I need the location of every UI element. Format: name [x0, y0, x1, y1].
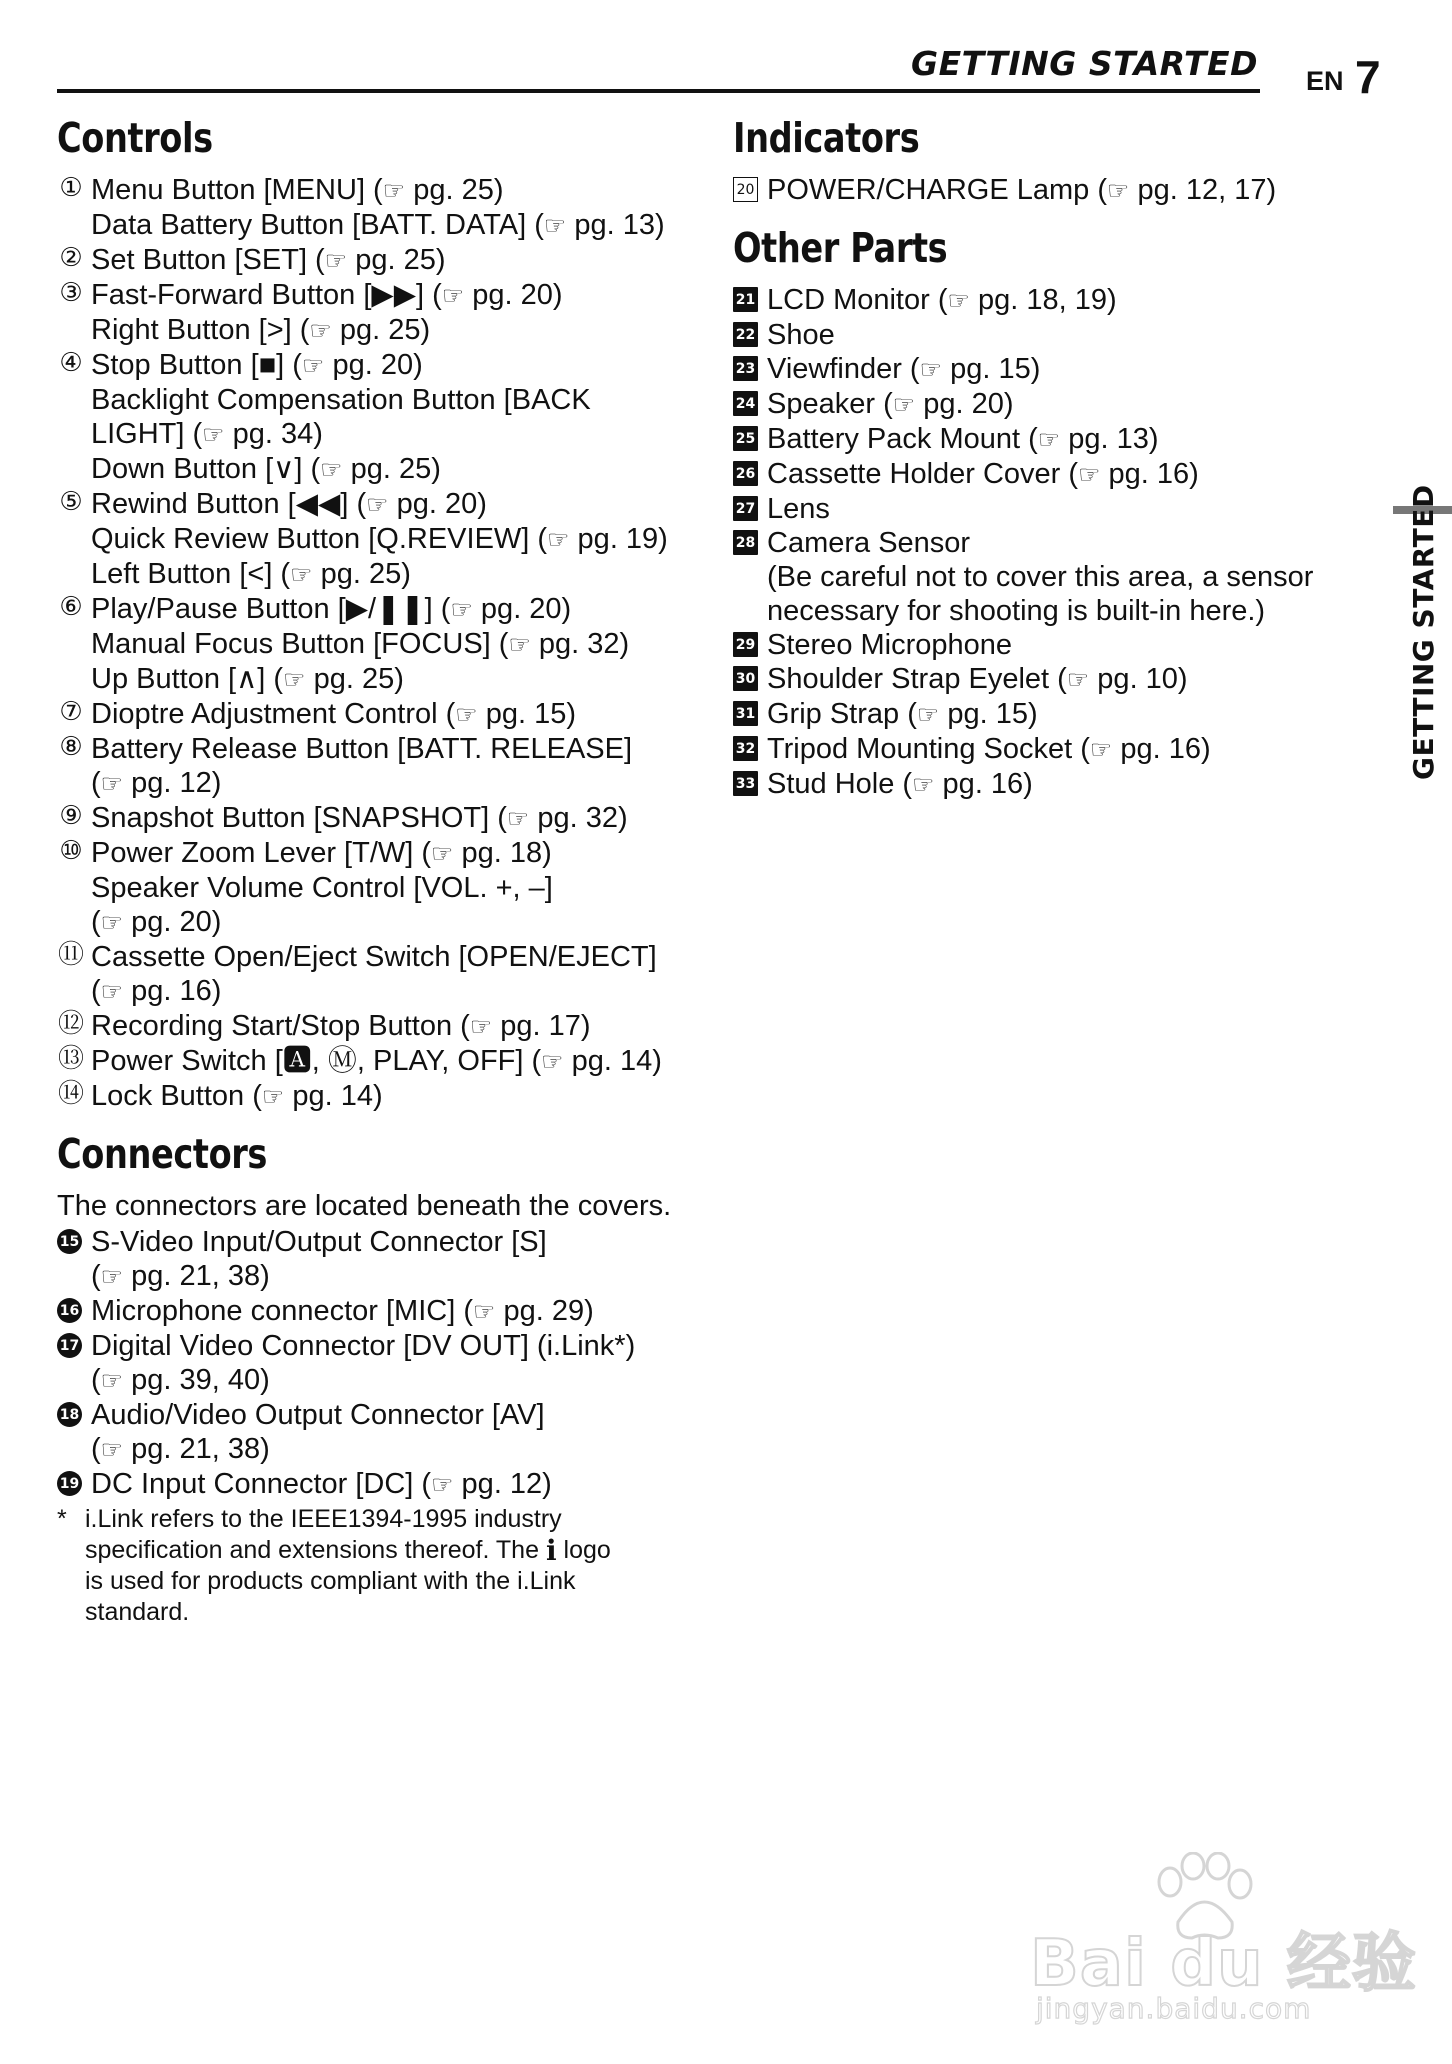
item-text: LIGHT] (: [91, 418, 203, 450]
item-number-marker: 25: [733, 426, 758, 451]
pointing-hand-icon: ☞: [100, 769, 124, 798]
item-text: Stop Button [■] (: [91, 349, 302, 381]
item-text: Stud Hole (: [767, 768, 913, 800]
item-number-marker: 29: [733, 632, 758, 657]
item-text: Recording Start/Stop Button (: [91, 1010, 470, 1042]
item-number-marker: 18: [57, 1402, 82, 1427]
item-text: (: [91, 975, 101, 1007]
item-text: Play/Pause Button [▶/❚❚] (: [91, 593, 451, 625]
item-text: Battery Pack Mount (: [767, 423, 1038, 455]
item-text: necessary for shooting is built-in here.): [767, 595, 1266, 627]
page-reference: pg. 29): [495, 1295, 594, 1327]
item-number-marker: ⑥: [59, 591, 83, 622]
page-reference: pg. 34): [224, 418, 323, 450]
pointing-hand-icon: ☞: [1089, 735, 1113, 764]
item-text: Left Button [<] (: [91, 558, 291, 590]
left-column: [57, 108, 717, 1628]
item-number-marker: ⑫: [57, 1008, 84, 1039]
item-number-marker: ⑬: [57, 1043, 84, 1074]
list-item: [733, 628, 1373, 662]
pointing-hand-icon: ☞: [324, 246, 348, 275]
indicators-list: [733, 173, 1373, 208]
item-number-marker: 28: [733, 530, 758, 555]
item-line: [91, 1079, 717, 1114]
item-line: [767, 662, 1373, 697]
list-item: [57, 1044, 717, 1079]
item-text: Viewfinder (: [767, 353, 920, 385]
item-text: Quick Review Button [Q.REVIEW] (: [91, 523, 548, 555]
running-header-title: GETTING STARTED: [910, 44, 1258, 83]
list-item: [733, 173, 1373, 208]
item-text: Up Button [∧] (: [91, 663, 284, 695]
page-reference: pg. 20): [388, 488, 487, 520]
page-reference: pg. 32): [530, 628, 630, 660]
list-item: [57, 243, 717, 278]
page-reference: pg. 12): [453, 1468, 552, 1500]
page-reference: pg. 10): [1089, 663, 1188, 695]
pointing-hand-icon: ☞: [100, 977, 124, 1006]
footnote-text: specification and extensions thereof. The: [85, 1536, 539, 1564]
item-text: Dioptre Adjustment Control (: [91, 698, 456, 730]
item-line: [91, 557, 717, 592]
item-line: [91, 1329, 717, 1363]
page-reference: pg. 16): [1100, 458, 1199, 490]
pointing-hand-icon: ☞: [547, 525, 570, 554]
item-text: Shoe: [767, 319, 835, 351]
item-line: [91, 627, 717, 662]
item-line: [91, 383, 717, 417]
page-reference: pg. 20): [324, 349, 423, 381]
list-item: [733, 283, 1373, 318]
watermark-brand: Bai du 经验: [1030, 1927, 1417, 2001]
item-line: [91, 1044, 717, 1079]
item-line: [91, 173, 717, 208]
page-reference: pg. 13): [566, 209, 665, 241]
list-item: [57, 801, 717, 836]
item-number-marker: ⑧: [59, 731, 83, 762]
item-line: [91, 522, 717, 557]
item-line: [91, 836, 717, 871]
page-reference: pg. 15): [942, 353, 1041, 385]
item-text: Tripod Mounting Socket (: [767, 733, 1090, 765]
pointing-hand-icon: ☞: [100, 1262, 124, 1291]
item-line: [767, 492, 1373, 526]
page-reference: pg. 18): [453, 837, 552, 869]
item-line: [767, 422, 1373, 457]
item-line: [91, 278, 717, 313]
item-number-marker: 17: [57, 1333, 82, 1358]
page-reference: pg. 14): [563, 1045, 662, 1077]
pointing-hand-icon: ☞: [912, 770, 935, 799]
list-item: [57, 348, 717, 487]
connectors-intro: The connectors are located beneath the covers.: [57, 1190, 672, 1222]
list-item: [733, 526, 1373, 628]
item-number-marker: 23: [733, 356, 758, 381]
pointing-hand-icon: ☞: [1037, 425, 1061, 454]
item-text: (: [91, 1433, 101, 1465]
item-line: [91, 1294, 717, 1329]
pointing-hand-icon: ☞: [947, 286, 970, 315]
item-line: [767, 387, 1373, 422]
list-item: [733, 767, 1373, 802]
item-number-marker: ⑦: [59, 696, 83, 727]
item-line: [767, 283, 1373, 318]
item-number-marker: ⑭: [57, 1078, 84, 1109]
page-reference: pg. 25): [312, 558, 411, 590]
item-number-marker: 16: [57, 1298, 82, 1323]
page-reference: pg. 25): [342, 453, 441, 485]
item-line: [767, 318, 1373, 352]
page-number: 7: [1355, 51, 1381, 103]
page-reference: pg. 20): [472, 593, 572, 625]
ilink-footnote: [57, 1504, 717, 1628]
pointing-hand-icon: ☞: [320, 455, 343, 484]
item-line: [91, 487, 717, 522]
pointing-hand-icon: ☞: [1107, 176, 1130, 205]
watermark-url: jingyan.baidu.com: [1036, 1992, 1312, 2025]
item-number-marker: ②: [59, 242, 83, 273]
list-item: [733, 662, 1373, 697]
item-text: Data Battery Button [BATT. DATA] (: [91, 209, 544, 241]
item-text: Grip Strap (: [767, 698, 917, 730]
footnote-line: is used for products compliant with the i.Link: [85, 1567, 576, 1595]
list-item: [57, 1079, 717, 1114]
item-number-marker: 21: [733, 287, 758, 312]
item-text: Set Button [SET] (: [91, 244, 325, 276]
item-line: [767, 732, 1373, 767]
ilink-logo-icon: i: [545, 1534, 557, 1567]
item-line: [767, 697, 1373, 732]
pointing-hand-icon: ☞: [508, 630, 531, 659]
item-line: [91, 801, 717, 836]
item-number-marker: 24: [733, 391, 758, 416]
pointing-hand-icon: ☞: [469, 1012, 493, 1041]
list-item: [733, 732, 1373, 767]
list-item: [57, 1467, 717, 1502]
list-item: [57, 1225, 717, 1294]
item-line: [91, 732, 717, 766]
item-text: Battery Release Button [BATT. RELEASE]: [91, 733, 633, 765]
item-number-marker: 19: [57, 1471, 82, 1496]
other-parts-heading: Other Parts: [733, 224, 948, 272]
item-text: POWER/CHARGE Lamp (: [767, 174, 1107, 206]
item-number-marker: ③: [59, 277, 83, 308]
page-reference: pg. 14): [284, 1080, 383, 1112]
page-reference: pg. 20): [123, 906, 222, 938]
item-line: [91, 452, 717, 487]
pointing-hand-icon: ☞: [543, 211, 567, 240]
pointing-hand-icon: ☞: [450, 595, 473, 624]
item-line: [91, 243, 717, 278]
item-line: [91, 1259, 717, 1294]
item-line: [91, 871, 717, 905]
item-text: Right Button [>] (: [91, 314, 310, 346]
pointing-hand-icon: ☞: [541, 1047, 564, 1076]
page-reference: pg. 18, 19): [969, 284, 1117, 316]
item-text: Cassette Open/Eject Switch [OPEN/EJECT]: [91, 941, 657, 973]
item-text: Lock Button (: [91, 1080, 262, 1112]
list-item: [57, 1009, 717, 1044]
pointing-hand-icon: ☞: [100, 1366, 124, 1395]
side-tab-label: GETTING STARTED: [1407, 484, 1440, 780]
list-item: [733, 697, 1373, 732]
pointing-hand-icon: ☞: [309, 316, 332, 345]
language-code: EN: [1306, 66, 1344, 96]
item-text: Speaker Volume Control [VOL. +, –]: [91, 872, 553, 904]
item-line: [91, 1398, 717, 1432]
list-item: [733, 352, 1373, 387]
item-text: S-Video Input/Output Connector [S]: [91, 1226, 547, 1258]
item-text: Microphone connector [MIC] (: [91, 1295, 473, 1327]
item-line: [91, 1432, 717, 1467]
page-reference: pg. 17): [492, 1010, 591, 1042]
item-text: Snapshot Button [SNAPSHOT] (: [91, 802, 507, 834]
item-number-marker: 15: [57, 1229, 82, 1254]
indicators-heading: Indicators: [733, 114, 920, 162]
pointing-hand-icon: ☞: [892, 390, 916, 419]
item-number-marker: 20: [733, 177, 758, 202]
pointing-hand-icon: ☞: [441, 281, 465, 310]
page-reference: pg. 19): [569, 523, 668, 555]
item-line: [767, 352, 1373, 387]
item-number-marker: ⑤: [59, 486, 83, 517]
baidu-watermark: [1030, 1852, 1420, 2042]
list-item: [57, 732, 717, 801]
item-text: Stereo Microphone: [767, 629, 1013, 661]
item-text: DC Input Connector [DC] (: [91, 1468, 432, 1500]
pointing-hand-icon: ☞: [431, 839, 454, 868]
item-line: [91, 313, 717, 348]
item-line: [91, 974, 717, 1009]
page-reference: pg. 25): [405, 174, 504, 206]
other-parts-list: [733, 283, 1373, 802]
pointing-hand-icon: ☞: [382, 176, 406, 205]
item-line: [91, 662, 717, 697]
pointing-hand-icon: ☞: [431, 1470, 454, 1499]
right-column: [733, 108, 1373, 802]
item-text: (Be careful not to cover this area, a sensor: [767, 561, 1314, 593]
page-reference: pg. 12, 17): [1129, 174, 1277, 206]
footnote-text: logo: [563, 1536, 611, 1564]
pointing-hand-icon: ☞: [290, 560, 313, 589]
item-number-marker: ④: [59, 347, 83, 378]
page-reference: pg. 12): [123, 767, 222, 799]
list-item: [57, 487, 717, 592]
item-text: Digital Video Connector [DV OUT] (i.Link*): [91, 1330, 636, 1362]
item-number-marker: 26: [733, 461, 758, 486]
page-reference: pg. 15): [939, 698, 1038, 730]
page-reference: pg. 21, 38): [123, 1433, 270, 1465]
list-item: [57, 1329, 717, 1398]
item-number-marker: 33: [733, 771, 758, 796]
page-reference: pg. 20): [915, 388, 1014, 420]
page-reference: pg. 16): [934, 768, 1033, 800]
list-item: [57, 697, 717, 732]
item-line: [767, 594, 1373, 628]
item-text: Rewind Button [◀◀] (: [91, 488, 367, 520]
item-number-marker: 22: [733, 322, 758, 347]
footnote-asterisk: *: [57, 1505, 67, 1533]
pointing-hand-icon: ☞: [506, 804, 530, 833]
item-number-marker: 32: [733, 736, 758, 761]
item-line: [767, 767, 1373, 802]
pointing-hand-icon: ☞: [100, 1435, 124, 1464]
item-text: (: [91, 906, 101, 938]
pointing-hand-icon: ☞: [202, 420, 225, 449]
page-reference: pg. 21, 38): [123, 1260, 270, 1292]
item-line: [767, 628, 1373, 662]
item-text: Down Button [∨] (: [91, 453, 321, 485]
page-reference: pg. 32): [529, 802, 628, 834]
page-reference: pg. 25): [347, 244, 446, 276]
page-reference: pg. 25): [305, 663, 404, 695]
page-reference: pg. 25): [331, 314, 431, 346]
item-text: Menu Button [MENU] (: [91, 174, 383, 206]
item-text: Backlight Compensation Button [BACK: [91, 384, 591, 416]
pointing-hand-icon: ☞: [366, 490, 389, 519]
item-number-marker: 30: [733, 666, 758, 691]
page-reference: pg. 15): [477, 698, 577, 730]
list-item: [57, 173, 717, 243]
item-line: [91, 905, 717, 940]
footnote-line: i.Link refers to the IEEE1394-1995 industry: [85, 1505, 562, 1533]
controls-heading: Controls: [57, 114, 213, 162]
item-text: Manual Focus Button [FOCUS] (: [91, 628, 509, 660]
item-number-marker: ①: [59, 172, 83, 203]
item-number-marker: ⑨: [59, 800, 83, 831]
list-item: [57, 1294, 717, 1329]
item-text: Speaker (: [767, 388, 893, 420]
pointing-hand-icon: ☞: [1066, 665, 1090, 694]
list-item: [733, 422, 1373, 457]
pointing-hand-icon: ☞: [919, 355, 943, 384]
footnote-line: standard.: [85, 1598, 190, 1626]
page-reference: pg. 39, 40): [123, 1364, 270, 1396]
item-line: [91, 1363, 717, 1398]
controls-list: [57, 173, 717, 1114]
item-line: [91, 940, 717, 974]
item-text: Power Switch [🅰, Ⓜ, PLAY, OFF] (: [91, 1045, 542, 1077]
list-item: [733, 318, 1373, 352]
page-reference: pg. 16): [123, 975, 222, 1007]
item-line: [767, 457, 1373, 492]
pointing-hand-icon: ☞: [261, 1082, 285, 1111]
list-item: [57, 592, 717, 697]
item-number-marker: 27: [733, 496, 758, 521]
item-line: [767, 526, 1373, 560]
pointing-hand-icon: ☞: [100, 908, 124, 937]
list-item: [733, 457, 1373, 492]
item-line: [767, 560, 1373, 594]
list-item: [733, 492, 1373, 526]
list-item: [57, 278, 717, 348]
page-reference: pg. 13): [1060, 423, 1159, 455]
list-item: [57, 940, 717, 1009]
item-line: [91, 348, 717, 383]
item-line: [91, 417, 717, 452]
item-number-marker: ⑩: [59, 835, 83, 866]
list-item: [57, 1398, 717, 1467]
item-text: LCD Monitor (: [767, 284, 948, 316]
item-text: Lens: [767, 493, 830, 525]
item-line: [91, 1009, 717, 1044]
item-line: [91, 592, 717, 627]
item-number-marker: 31: [733, 701, 758, 726]
pointing-hand-icon: ☞: [916, 700, 940, 729]
connectors-list: [57, 1225, 717, 1502]
pointing-hand-icon: ☞: [472, 1297, 496, 1326]
item-text: Cassette Holder Cover (: [767, 458, 1079, 490]
item-text: Fast-Forward Button [▶▶] (: [91, 279, 442, 311]
item-text: Audio/Video Output Connector [AV]: [91, 1399, 545, 1431]
item-text: (: [91, 767, 101, 799]
item-text: Camera Sensor: [767, 527, 971, 559]
pointing-hand-icon: ☞: [301, 351, 325, 380]
item-text: Power Zoom Lever [T/W] (: [91, 837, 432, 869]
pointing-hand-icon: ☞: [283, 665, 306, 694]
page-reference: pg. 16): [1112, 733, 1211, 765]
list-item: [57, 836, 717, 940]
item-line: [91, 697, 717, 732]
footnote-line: [85, 1535, 717, 1566]
item-line: [91, 766, 717, 801]
item-line: [767, 173, 1373, 208]
pointing-hand-icon: ☞: [455, 700, 478, 729]
pointing-hand-icon: ☞: [1078, 460, 1101, 489]
item-line: [91, 208, 717, 243]
item-line: [91, 1467, 717, 1502]
list-item: [733, 387, 1373, 422]
item-text: (: [91, 1364, 101, 1396]
page-reference: pg. 20): [464, 279, 563, 311]
item-line: [91, 1225, 717, 1259]
header-rule: [57, 89, 1260, 93]
item-text: Shoulder Strap Eyelet (: [767, 663, 1067, 695]
item-number-marker: ⑪: [57, 939, 84, 970]
connectors-heading: Connectors: [57, 1130, 268, 1178]
item-text: (: [91, 1260, 101, 1292]
